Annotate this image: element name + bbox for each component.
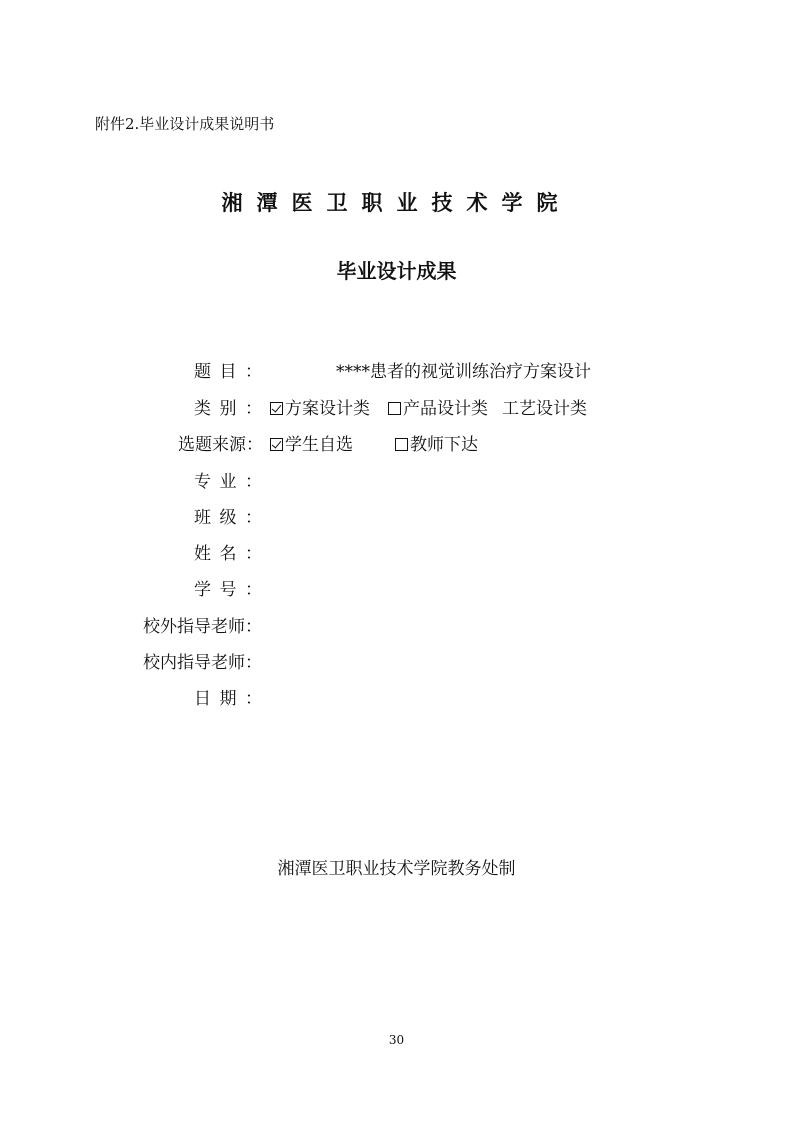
student-id-label: 学号： — [194, 580, 262, 600]
category-option-scheme[interactable] — [270, 396, 370, 422]
category-label: 类别： — [194, 399, 262, 419]
name-label: 姓名： — [194, 544, 262, 564]
page-number: 30 — [388, 1033, 405, 1047]
category-option-scheme-label: 方案设计类 — [285, 399, 370, 419]
topic-source-label: 选题来源： — [178, 435, 263, 455]
source-option-teacher[interactable] — [395, 432, 478, 458]
category-options — [270, 396, 587, 422]
issuer: 湘潭医卫职业技术学院教务处制 — [277, 859, 516, 879]
category-option-product[interactable] — [388, 396, 488, 422]
document-title: 毕业设计成果 — [336, 259, 457, 283]
category-option-process[interactable] — [502, 396, 587, 422]
checkbox-checked-icon[interactable] — [270, 438, 283, 451]
external-advisor-label: 校外指导老师： — [143, 617, 262, 637]
checkbox-checked-icon[interactable] — [270, 402, 283, 415]
checkbox-empty-icon[interactable] — [395, 438, 408, 451]
source-option-student[interactable] — [270, 432, 353, 458]
topic-source-options — [270, 432, 478, 458]
category-option-product-label: 产品设计类 — [403, 399, 488, 419]
school-name: 湘潭医卫职业技术学院 — [221, 191, 572, 215]
topic-label: 题目： — [194, 362, 262, 382]
checkbox-empty-icon[interactable] — [388, 402, 401, 415]
category-option-process-label: 工艺设计类 — [502, 399, 587, 419]
date-label: 日期： — [194, 689, 262, 709]
source-option-student-label: 学生自选 — [285, 435, 353, 455]
attachment-label: 附件2.毕业设计成果说明书 — [95, 115, 275, 133]
class-label: 班级： — [194, 508, 262, 528]
major-label: 专业： — [194, 472, 262, 492]
topic-value: ****患者的视觉训练治疗方案设计 — [336, 362, 591, 382]
source-option-teacher-label: 教师下达 — [410, 435, 478, 455]
internal-advisor-label: 校内指导老师： — [143, 653, 262, 673]
